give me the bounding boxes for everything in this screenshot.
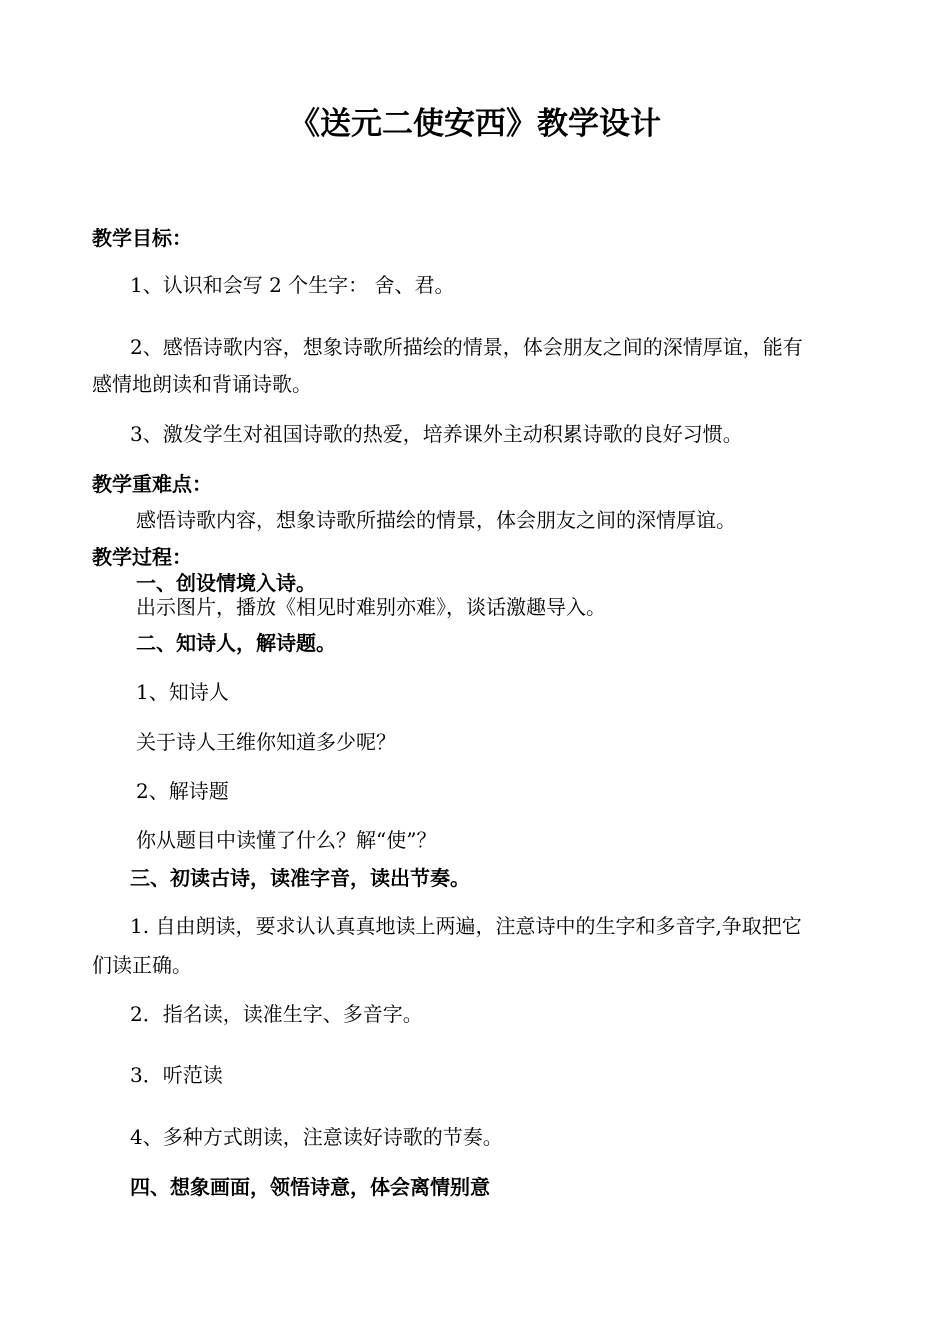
objectives-heading: 教学目标： xyxy=(92,226,192,250)
page-title: 《送元二使安西》教学设计 xyxy=(289,106,661,142)
section-3-title: 三、初读古诗，读准字音，读出节奏。 xyxy=(130,866,470,890)
objective-item-1: 1、认识和会写 2 个生字： 舍、君。 xyxy=(130,273,455,297)
section-1-title: 一、创设情境入诗。 xyxy=(136,571,316,595)
section-3-item-2: 2．指名读，读准生字、多音字。 xyxy=(130,1002,423,1026)
section-2-item-2-text: 你从题目中读懂了什么？解“使”？ xyxy=(136,828,437,852)
section-2-title: 二、知诗人，解诗题。 xyxy=(136,631,336,655)
section-2-item-1: 1、知诗人 xyxy=(136,680,229,704)
section-1-text: 出示图片，播放《相见时难别亦难》，谈话激趣导入。 xyxy=(136,595,606,619)
section-3-item-1: 1. 自由朗读，要求认认真真地读上两遍，注意诗中的生字和多音字,争取把它 xyxy=(130,914,802,938)
section-2-item-2: 2、解诗题 xyxy=(136,779,229,803)
section-3-item-1-cont: 们读正确。 xyxy=(92,953,192,977)
section-3-item-3: 3．听范读 xyxy=(130,1063,223,1087)
key-points-text: 感悟诗歌内容，想象诗歌所描绘的情景，体会朋友之间的深情厚谊。 xyxy=(136,508,736,532)
key-points-heading: 教学重难点： xyxy=(92,472,212,496)
process-heading: 教学过程： xyxy=(92,545,192,569)
section-4-title: 四、想象画面，领悟诗意，体会离情别意 xyxy=(130,1175,490,1199)
objective-item-2-cont: 感情地朗读和背诵诗歌。 xyxy=(92,372,312,396)
objective-item-3: 3、激发学生对祖国诗歌的热爱，培养课外主动积累诗歌的良好习惯。 xyxy=(130,422,743,446)
section-2-item-1-text: 关于诗人王维你知道多少呢？ xyxy=(136,730,396,754)
objective-item-2: 2、感悟诗歌内容，想象诗歌所描绘的情景，体会朋友之间的深情厚谊，能有 xyxy=(130,335,803,359)
section-3-item-4: 4、多种方式朗读，注意读好诗歌的节奏。 xyxy=(130,1125,503,1149)
